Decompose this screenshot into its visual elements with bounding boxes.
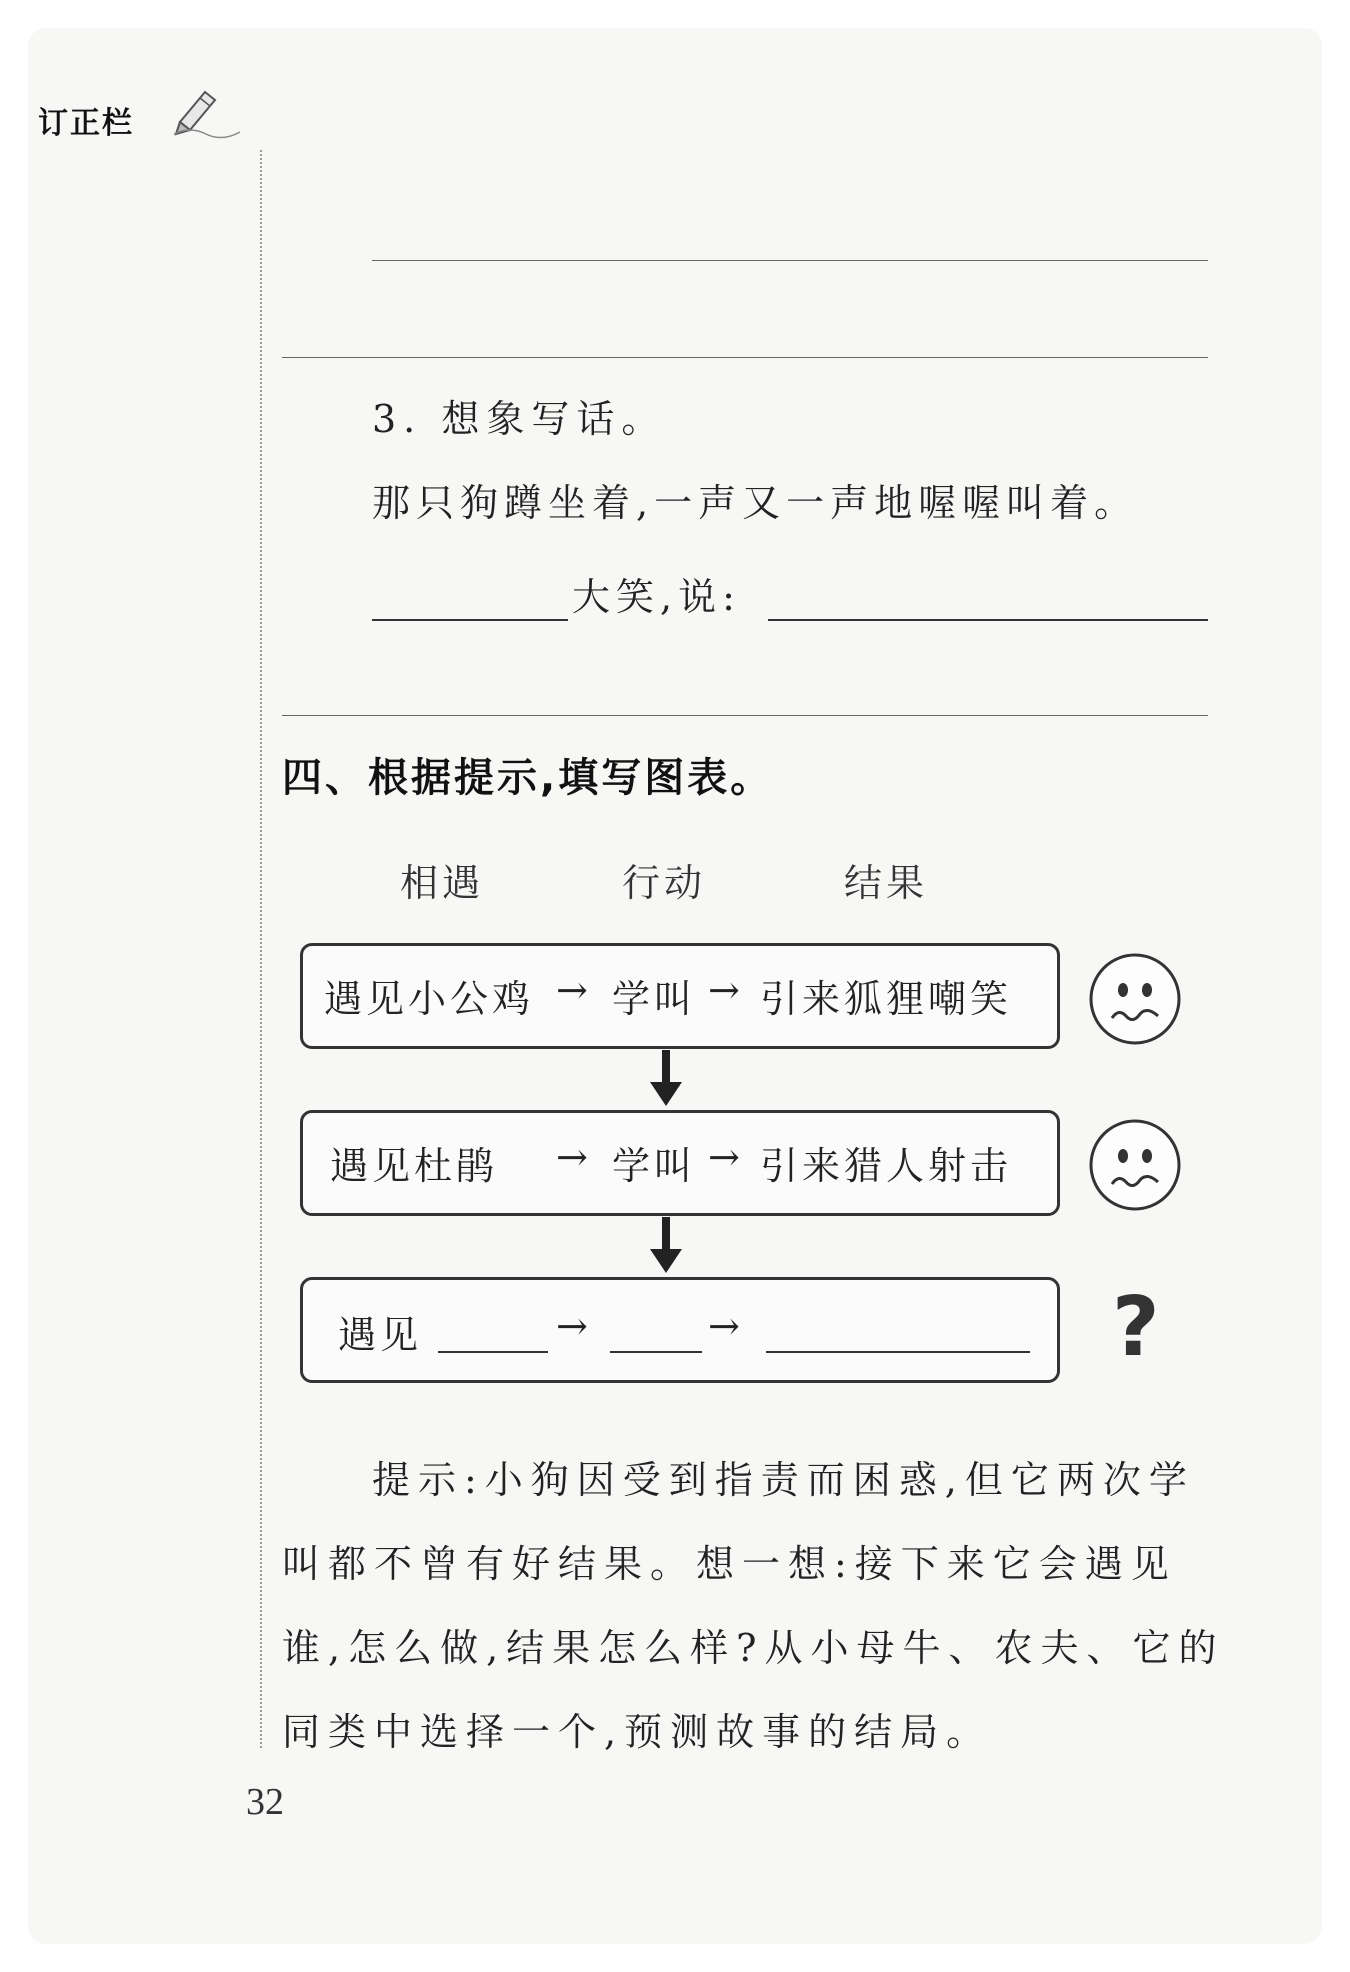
row1-meet: 遇见小公鸡 bbox=[324, 977, 535, 1021]
row3-blank-meet[interactable] bbox=[438, 1351, 548, 1353]
sad-face-icon bbox=[1088, 952, 1182, 1046]
row2-result: 引来猎人射击 bbox=[760, 1144, 1013, 1188]
q3-fill-middle: 大笑,说: bbox=[572, 575, 741, 619]
correction-column-label: 订正栏 bbox=[38, 106, 134, 141]
hint-line-3: 谁,怎么做,结果怎么样?从小母牛、农夫、它的 bbox=[282, 1626, 1225, 1670]
sad-face-icon bbox=[1088, 1118, 1182, 1212]
page-number: 32 bbox=[246, 1781, 284, 1823]
row1-action: 学叫 bbox=[612, 977, 697, 1021]
section4-heading: 四、根据提示,填写图表。 bbox=[282, 755, 774, 801]
row3-meet: 遇见 bbox=[338, 1313, 423, 1357]
writing-line bbox=[282, 715, 1208, 716]
column-label-result: 结果 bbox=[844, 861, 929, 905]
margin-dotted-line bbox=[260, 150, 262, 1748]
pencil-icon bbox=[170, 82, 250, 142]
flow-arrow: → bbox=[556, 1304, 588, 1348]
row2-action: 学叫 bbox=[612, 1144, 697, 1188]
row3-blank-result[interactable] bbox=[766, 1351, 1030, 1353]
hint-line-4: 同类中选择一个,预测故事的结局。 bbox=[282, 1710, 993, 1754]
column-label-meet: 相遇 bbox=[400, 861, 485, 905]
flow-arrow: → bbox=[708, 1135, 740, 1179]
writing-line bbox=[372, 260, 1208, 261]
q3-blank-subject[interactable] bbox=[372, 619, 568, 621]
q3-blank-speech[interactable] bbox=[768, 619, 1208, 621]
row3-blank-action[interactable] bbox=[610, 1351, 702, 1353]
flow-arrow: → bbox=[556, 1135, 588, 1179]
q3-sentence: 那只狗蹲坐着,一声又一声地喔喔叫着。 bbox=[372, 481, 1139, 525]
down-arrow-icon bbox=[646, 1048, 686, 1108]
writing-line bbox=[282, 357, 1208, 358]
row2-meet: 遇见杜鹃 bbox=[330, 1144, 499, 1188]
down-arrow-icon bbox=[646, 1215, 686, 1275]
flow-arrow: → bbox=[556, 968, 588, 1012]
q3-title: 3. 想象写话。 bbox=[372, 397, 667, 441]
row1-result: 引来狐狸嘲笑 bbox=[760, 977, 1013, 1021]
hint-line-1: 提示:小狗因受到指责而困惑,但它两次学 bbox=[372, 1458, 1195, 1502]
flow-arrow: → bbox=[708, 968, 740, 1012]
hint-line-2: 叫都不曾有好结果。想一想:接下来它会遇见 bbox=[282, 1542, 1177, 1586]
column-label-action: 行动 bbox=[622, 861, 707, 905]
flow-arrow: → bbox=[708, 1304, 740, 1348]
question-mark-icon: ? bbox=[1112, 1280, 1160, 1375]
